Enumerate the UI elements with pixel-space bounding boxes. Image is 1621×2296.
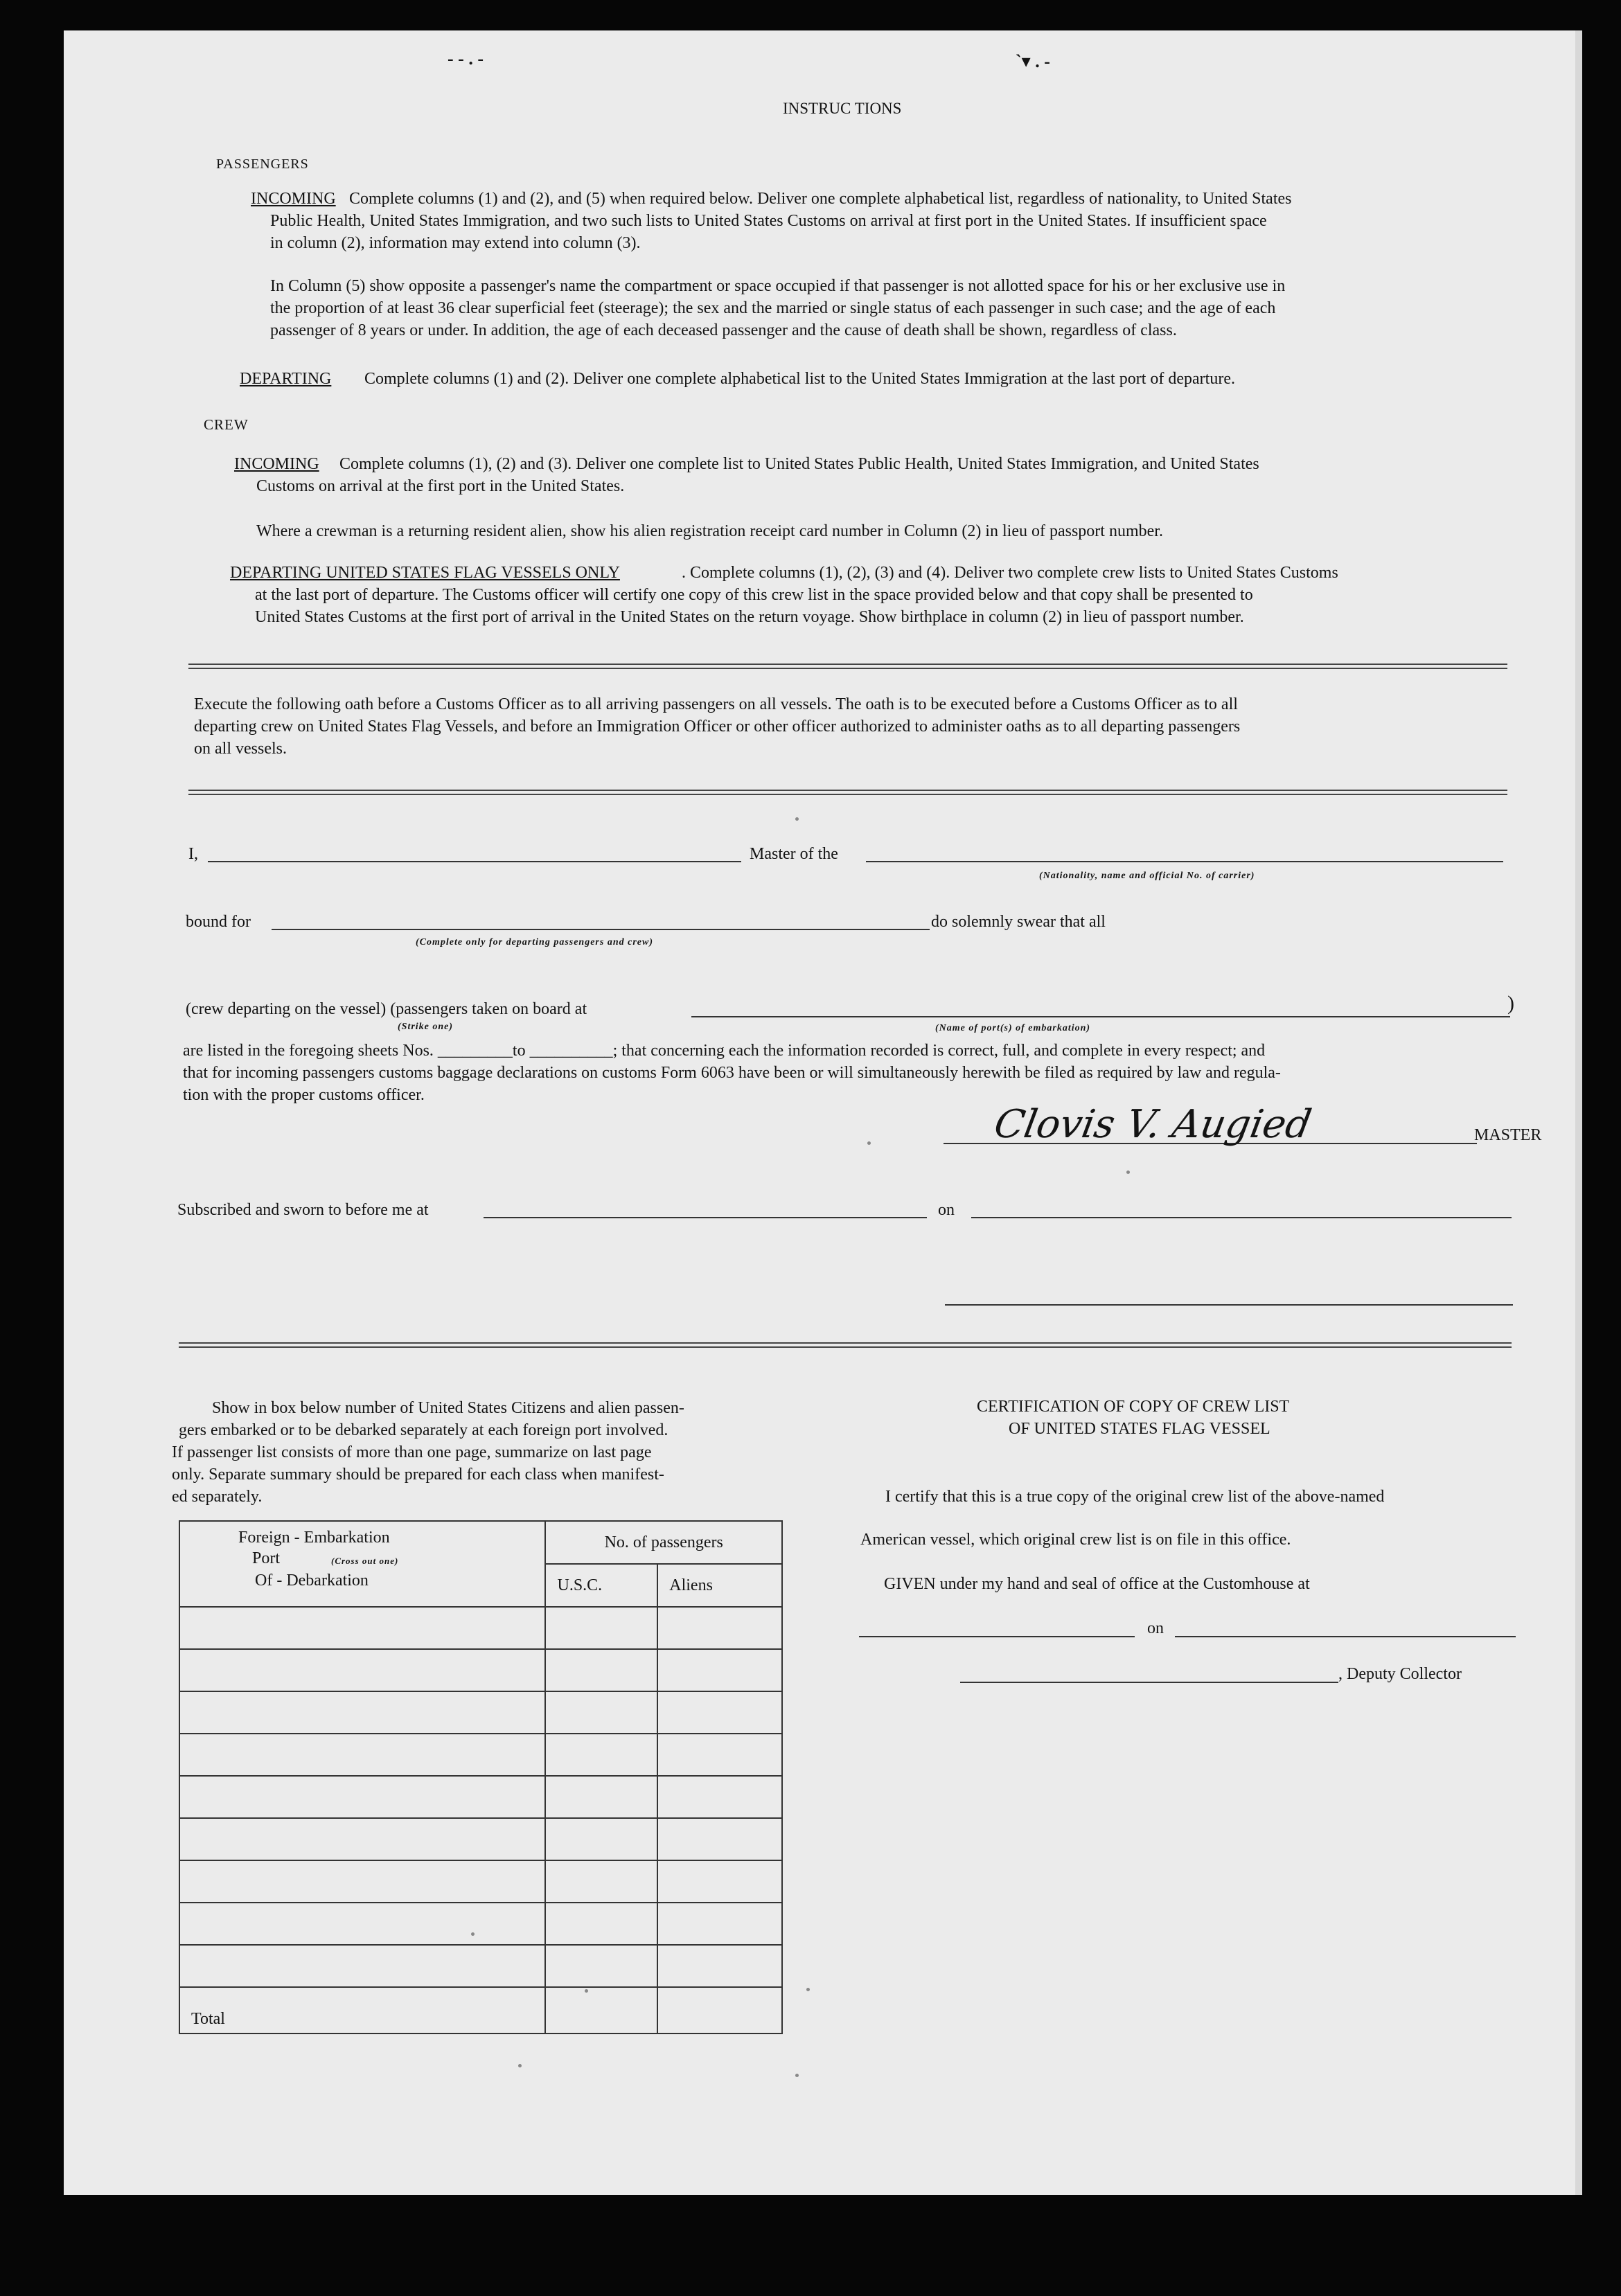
i-label: I,: [188, 845, 198, 863]
crew-incoming-line: Customs on arrival at the first port in the United States.: [256, 477, 625, 495]
column5-line: passenger of 8 years or under. In addition, the age of each deceased passenger and the cause of death shall be shown, regardless of class.: [270, 321, 1177, 339]
summary-intro-line: If passenger list consists of more than one page, summarize on last page: [172, 1443, 652, 1461]
bound-for-label: bound for: [186, 913, 251, 931]
aliens-cell[interactable]: [657, 1607, 782, 1649]
summary-intro-line: ed separately.: [172, 1488, 263, 1506]
deputy-collector-label: , Deputy Collector: [1338, 1665, 1462, 1683]
swear-text: do solemnly swear that all: [931, 913, 1106, 931]
certification-on-label: on: [1147, 1619, 1164, 1637]
certification-line: GIVEN under my hand and seal of office at the Customhouse at: [884, 1575, 1310, 1593]
port-cell[interactable]: [179, 1607, 545, 1649]
bound-for-field[interactable]: [272, 929, 930, 930]
carrier-field[interactable]: [866, 861, 1503, 862]
port-cell[interactable]: [179, 1776, 545, 1818]
certification-date-field[interactable]: [1175, 1636, 1516, 1637]
usc-cell[interactable]: [545, 1903, 657, 1945]
aliens-total-cell[interactable]: [657, 1987, 782, 2034]
carrier-caption: (Nationality, name and official No. of carrier): [1039, 871, 1255, 881]
aliens-cell[interactable]: [657, 1776, 782, 1818]
scan-speck: [806, 1988, 810, 1991]
column5-line: In Column (5) show opposite a passenger's name the compartment or space occupied if that passenger is not allotted space for his or her exclusive use in: [270, 277, 1286, 295]
usc-cell[interactable]: [545, 1649, 657, 1691]
port-cell[interactable]: [179, 1734, 545, 1776]
summary-intro-line: Show in box below number of United States Citizens and alien passen-: [212, 1399, 684, 1417]
strike-caption: (Strike one): [398, 1022, 454, 1032]
crew-departing-oath: (crew departing on the vessel) (passengers taken on board at: [186, 1000, 587, 1018]
port-caption: (Name of port(s) of embarkation): [935, 1023, 1091, 1033]
cross-out-caption: (Cross out one): [331, 1556, 399, 1566]
column5-line: the proportion of at least 36 clear superficial feet (steerage); the sex and the married or single status of each passenger in such case; and the age of each: [270, 299, 1276, 317]
oath-intro-line: Execute the following oath before a Customs Officer as to all arriving passengers on all vessels. The oath is to be executed before a Customs Officer as to all: [194, 695, 1238, 713]
usc-cell[interactable]: [545, 1734, 657, 1776]
scan-speck: [867, 1141, 871, 1145]
scan-speck: [795, 2074, 799, 2077]
usc-cell[interactable]: [545, 1818, 657, 1860]
usc-cell[interactable]: [545, 1945, 657, 1987]
bound-caption: (Complete only for departing passengers and crew): [416, 937, 653, 947]
aliens-cell[interactable]: [657, 1903, 782, 1945]
port-cell[interactable]: [179, 1649, 545, 1691]
port-cell[interactable]: [179, 1860, 545, 1903]
scan-speck: [471, 1932, 475, 1936]
port-cell[interactable]: [179, 1945, 545, 1987]
close-paren: ): [1507, 992, 1514, 1015]
passengers-heading: PASSENGERS: [216, 157, 309, 172]
certification-line: American vessel, which original crew list is on file in this office.: [860, 1531, 1291, 1549]
incoming-line: Complete columns (1) and (2), and (5) when required below. Deliver one complete alphabetical list, regardless of nationality, to United States: [349, 190, 1292, 208]
section-divider: [179, 1342, 1512, 1348]
scan-mark-right: `▾ . -: [1016, 51, 1050, 71]
incoming-line: Public Health, United States Immigration, and two such lists to United States Customs on arrival at first port in the United States. If insufficient space: [270, 212, 1267, 230]
departing-label: DEPARTING: [240, 370, 332, 388]
certification-line: I certify that this is a true copy of the original crew list of the above-named: [885, 1488, 1385, 1506]
crew-incoming-label: INCOMING: [234, 455, 319, 473]
aliens-cell[interactable]: [657, 1945, 782, 1987]
crew-departing-line: . Complete columns (1), (2), (3) and (4). Deliver two complete crew lists to United States Customs: [682, 564, 1338, 582]
certification-title: OF UNITED STATES FLAG VESSEL: [1009, 1420, 1270, 1438]
master-name-field[interactable]: [208, 861, 741, 862]
crewman-text: Where a crewman is a returning resident alien, show his alien registration receipt card number in Column (2) in lieu of passport number.: [256, 522, 1163, 540]
oath-intro-line: departing crew on United States Flag Vessels, and before an Immigration Officer or other officer authorized to administer oaths as to all departing passengers: [194, 718, 1241, 736]
crew-departing-line: at the last port of departure. The Customs officer will certify one copy of this crew list in the space provided below and that copy shall be presented to: [255, 586, 1253, 604]
scan-speck: [1126, 1171, 1130, 1174]
port-cell[interactable]: [179, 1691, 545, 1734]
usc-total-cell[interactable]: [545, 1987, 657, 2034]
incoming-label: INCOMING: [251, 190, 336, 208]
incoming-line: in column (2), information may extend into column (3).: [270, 234, 641, 252]
usc-cell[interactable]: [545, 1607, 657, 1649]
usc-cell[interactable]: [545, 1691, 657, 1734]
scan-speck: [518, 2064, 522, 2067]
aliens-cell[interactable]: [657, 1818, 782, 1860]
usc-header: U.S.C.: [545, 1564, 657, 1607]
sworn-date-field[interactable]: [971, 1217, 1512, 1218]
aliens-cell[interactable]: [657, 1691, 782, 1734]
aliens-cell[interactable]: [657, 1649, 782, 1691]
port-header-line: Port: [252, 1549, 281, 1567]
crew-heading: CREW: [204, 416, 249, 433]
usc-cell[interactable]: [545, 1776, 657, 1818]
aliens-cell[interactable]: [657, 1734, 782, 1776]
passengers-header: No. of passengers: [545, 1521, 782, 1564]
master-label: MASTER: [1474, 1126, 1542, 1144]
subscribed-label: Subscribed and sworn to before me at: [177, 1201, 429, 1219]
summary-intro-line: only. Separate summary should be prepared for each class when manifest-: [172, 1466, 664, 1484]
customhouse-field[interactable]: [859, 1636, 1135, 1637]
deputy-collector-field[interactable]: [960, 1682, 1338, 1683]
port-header-line: Of - Debarkation: [255, 1572, 369, 1590]
scan-speck: [795, 817, 799, 821]
sworn-place-field[interactable]: [484, 1217, 927, 1218]
usc-cell[interactable]: [545, 1860, 657, 1903]
port-header-line: Foreign - Embarkation: [238, 1529, 390, 1547]
port-cell[interactable]: [179, 1903, 545, 1945]
officer-signature-field[interactable]: [945, 1304, 1513, 1306]
sworn-on-label: on: [938, 1201, 955, 1219]
aliens-cell[interactable]: [657, 1860, 782, 1903]
crew-departing-label: DEPARTING UNITED STATES FLAG VESSELS ONLY: [230, 564, 620, 582]
sheets-line: tion with the proper customs officer.: [183, 1086, 425, 1104]
passenger-summary-table: [179, 1520, 783, 2034]
crew-incoming-line: Complete columns (1), (2) and (3). Deliver one complete list to United States Public Health, United States Immigration, and United States: [339, 455, 1259, 473]
aliens-header: Aliens: [657, 1564, 782, 1607]
master-signature: Clovis V. Augied: [991, 1102, 1315, 1147]
scan-speck: [585, 1989, 588, 1993]
port-header: [179, 1521, 545, 1607]
instructions-title: INSTRUC TIONS: [783, 100, 902, 117]
port-cell[interactable]: [179, 1818, 545, 1860]
summary-intro-line: gers embarked or to be debarked separately at each foreign port involved.: [179, 1421, 668, 1439]
sheets-line: that for incoming passengers customs baggage declarations on customs Form 6063 have been or will simultaneously herewith be filed as required by law and regula-: [183, 1064, 1281, 1082]
master-of-label: Master of the: [750, 845, 838, 863]
section-divider: [188, 790, 1507, 795]
oath-intro-line: on all vessels.: [194, 740, 287, 758]
departing-text: Complete columns (1) and (2). Deliver one complete alphabetical list to the United States Immigration at the last port of departure.: [364, 370, 1235, 388]
section-divider: [188, 664, 1507, 669]
scan-mark-left: - - . -: [448, 48, 484, 69]
total-label: Total: [179, 1987, 545, 2034]
sheets-line: are listed in the foregoing sheets Nos. _________to __________; that concerning each the information recorded is correct, full, and complete in every respect; and: [183, 1042, 1266, 1060]
port-embarkation-field[interactable]: [691, 1016, 1510, 1017]
certification-title: CERTIFICATION OF COPY OF CREW LIST: [977, 1398, 1290, 1416]
crew-departing-line: United States Customs at the first port of arrival in the United States on the return voyage. Show birthplace in column (2) in lieu of passport number.: [255, 608, 1244, 626]
